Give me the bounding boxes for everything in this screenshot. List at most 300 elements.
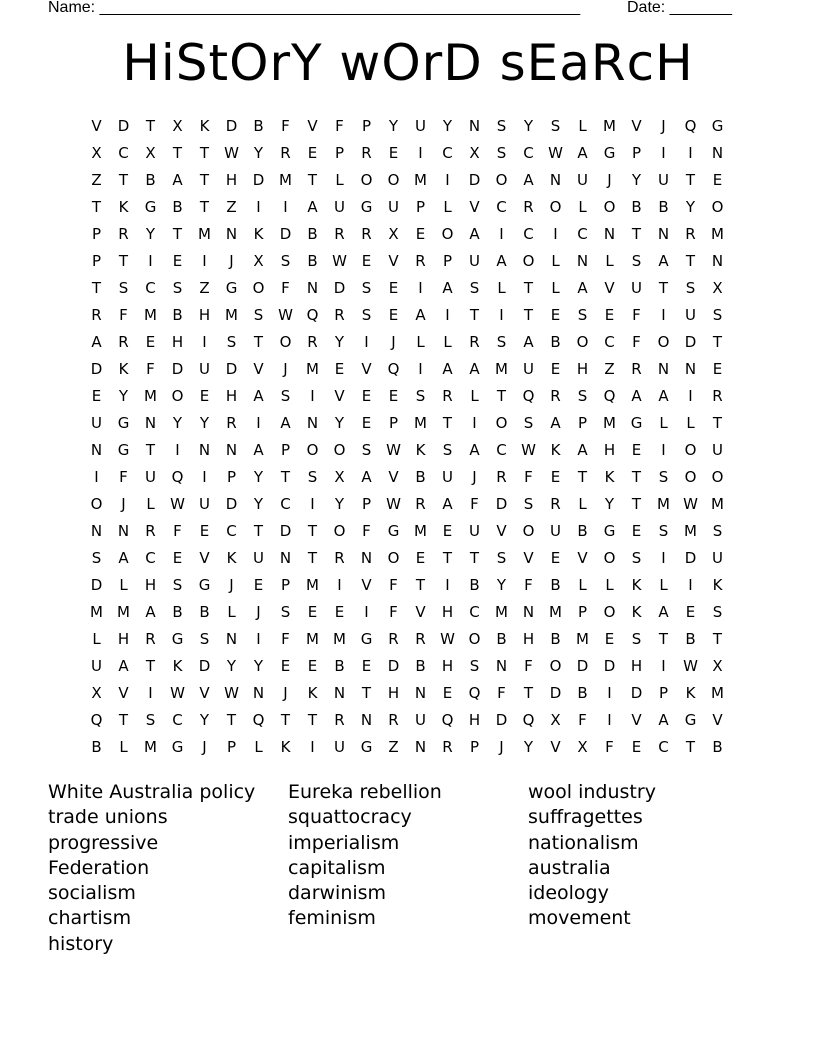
grid-letter: X [712, 279, 723, 297]
grid-letter: X [172, 117, 183, 135]
grid-letter: B [415, 657, 426, 675]
grid-letter: Y [118, 387, 129, 405]
grid-letter: E [550, 468, 561, 486]
grid-letter: S [496, 333, 507, 351]
grid-letter: E [388, 144, 399, 162]
grid-letter: N [306, 414, 319, 432]
grid-letter: T [685, 171, 696, 189]
grid-letter: M [144, 306, 157, 324]
grid-letter: P [361, 495, 372, 513]
grid-letter: T [685, 738, 696, 756]
grid-letter: P [388, 414, 399, 432]
grid-letter: O [603, 549, 616, 567]
grid-letter: N [414, 684, 427, 702]
word-list-item: squattocracy [288, 806, 412, 829]
grid-letter: L [578, 198, 587, 216]
word-list-item: movement [528, 907, 631, 930]
grid-letter: L [605, 252, 614, 270]
grid-letter: X [469, 144, 480, 162]
grid-letter: J [661, 117, 666, 135]
grid-letter: T [361, 684, 372, 702]
grid-letter: C [469, 603, 480, 621]
name-field-label: Name: ______________________________________________________ [48, 0, 581, 16]
grid-letter: M [576, 630, 589, 648]
grid-letter: S [91, 549, 102, 567]
grid-letter: B [334, 657, 345, 675]
grid-letter: R [361, 225, 372, 243]
grid-letter: S [442, 441, 453, 459]
grid-letter: I [283, 198, 288, 216]
grid-letter: R [334, 306, 345, 324]
grid-letter: K [685, 684, 696, 702]
grid-letter: I [418, 144, 423, 162]
grid-letter: I [445, 171, 450, 189]
grid-letter: Q [468, 684, 481, 702]
grid-letter: L [92, 630, 101, 648]
grid-letter: V [118, 684, 129, 702]
grid-letter: R [145, 630, 156, 648]
grid-letter: M [306, 576, 319, 594]
grid-letter: G [198, 576, 211, 594]
grid-letter: N [711, 144, 724, 162]
grid-letter: A [658, 252, 669, 270]
grid-letter: Y [523, 117, 534, 135]
grid-letter: N [252, 684, 265, 702]
grid-letter: Q [306, 306, 319, 324]
grid-letter: E [631, 441, 642, 459]
grid-letter: O [333, 522, 346, 540]
grid-letter: Y [334, 495, 345, 513]
grid-letter: C [577, 225, 588, 243]
grid-letter: T [145, 657, 156, 675]
grid-letter: I [148, 684, 153, 702]
grid-letter: O [549, 657, 562, 675]
grid-letter: S [631, 549, 642, 567]
grid-letter: I [661, 657, 666, 675]
grid-letter: G [630, 414, 643, 432]
grid-letter: L [497, 279, 506, 297]
grid-letter: F [173, 522, 182, 540]
word-list-item: Eureka rebellion [288, 781, 442, 803]
grid-letter: D [495, 711, 508, 729]
grid-letter: B [145, 171, 156, 189]
grid-letter: O [360, 171, 373, 189]
grid-letter: B [685, 630, 696, 648]
grid-letter: T [523, 306, 534, 324]
grid-letter: K [604, 468, 615, 486]
grid-letter: K [550, 441, 561, 459]
grid-letter: Q [90, 711, 103, 729]
grid-letter: B [199, 603, 210, 621]
grid-letter: G [225, 279, 238, 297]
grid-letter: R [91, 306, 102, 324]
grid-letter: R [496, 468, 507, 486]
grid-letter: Q [387, 360, 400, 378]
grid-letter: I [688, 576, 693, 594]
grid-letter: K [253, 225, 264, 243]
grid-letter: C [658, 738, 669, 756]
grid-letter: Q [171, 468, 184, 486]
grid-letter: O [711, 198, 724, 216]
grid-letter: V [631, 117, 642, 135]
grid-letter: X [577, 738, 588, 756]
grid-letter: T [712, 333, 723, 351]
grid-letter: E [334, 360, 345, 378]
grid-letter: B [469, 576, 480, 594]
grid-letter: T [118, 252, 129, 270]
grid-letter: A [469, 225, 480, 243]
grid-letter: N [90, 522, 103, 540]
grid-letter: M [306, 630, 319, 648]
grid-letter: N [576, 252, 589, 270]
grid-letter: Y [334, 333, 345, 351]
grid-letter: G [360, 630, 373, 648]
grid-letter: F [389, 603, 398, 621]
grid-letter: E [199, 522, 210, 540]
grid-letter: T [631, 225, 642, 243]
grid-letter: D [630, 684, 643, 702]
grid-letter: R [415, 252, 426, 270]
grid-letter: I [607, 711, 612, 729]
grid-letter: N [684, 360, 697, 378]
word-list-item: progressive [48, 831, 159, 854]
grid-letter: J [229, 576, 234, 594]
grid-letter: B [577, 684, 588, 702]
grid-letter: A [550, 414, 561, 432]
grid-letter: E [442, 684, 453, 702]
grid-letter: E [550, 360, 561, 378]
grid-letter: B [91, 738, 102, 756]
grid-letter: X [91, 684, 102, 702]
grid-letter: E [91, 387, 102, 405]
grid-letter: A [253, 387, 264, 405]
grid-letter: T [631, 495, 642, 513]
grid-letter: C [118, 144, 129, 162]
grid-letter: F [605, 738, 614, 756]
grid-letter: R [523, 198, 534, 216]
grid-letter: I [256, 414, 261, 432]
grid-letter: T [199, 144, 210, 162]
grid-letter: E [712, 360, 723, 378]
grid-letter: D [603, 657, 616, 675]
grid-letter: E [199, 387, 210, 405]
grid-letter: P [577, 414, 588, 432]
grid-letter: S [550, 117, 561, 135]
grid-letter: M [495, 603, 508, 621]
grid-letter: T [658, 279, 669, 297]
grid-letter: O [468, 630, 481, 648]
grid-letter: H [225, 387, 238, 405]
grid-letter: L [443, 333, 452, 351]
grid-letter: Y [172, 414, 183, 432]
grid-letter: U [523, 360, 534, 378]
grid-letter: F [335, 117, 344, 135]
grid-letter: O [522, 252, 535, 270]
grid-letter: S [631, 252, 642, 270]
grid-letter: Y [442, 117, 453, 135]
grid-letter: H [468, 711, 481, 729]
grid-letter: I [499, 306, 504, 324]
grid-letter: M [414, 414, 427, 432]
grid-letter: S [172, 279, 183, 297]
grid-letter: R [442, 738, 453, 756]
grid-letter: T [307, 711, 318, 729]
grid-letter: S [469, 657, 480, 675]
grid-letter: C [523, 225, 534, 243]
grid-letter: E [388, 306, 399, 324]
grid-letter: K [280, 738, 291, 756]
grid-letter: T [415, 576, 426, 594]
grid-letter: L [470, 387, 479, 405]
grid-letter: G [117, 441, 130, 459]
grid-letter: H [387, 684, 400, 702]
grid-letter: V [415, 603, 426, 621]
grid-letter: S [658, 522, 669, 540]
grid-letter: F [524, 657, 533, 675]
grid-letter: L [551, 279, 560, 297]
grid-letter: O [684, 441, 697, 459]
grid-letter: I [202, 252, 207, 270]
grid-letter: O [252, 279, 265, 297]
grid-letter: O [711, 468, 724, 486]
grid-letter: E [361, 414, 372, 432]
grid-letter: O [576, 333, 589, 351]
grid-letter: S [523, 414, 534, 432]
grid-letter: Q [522, 711, 535, 729]
grid-letter: U [469, 252, 480, 270]
grid-letter: S [631, 630, 642, 648]
grid-letter: Y [604, 495, 615, 513]
grid-letter: K [415, 441, 426, 459]
grid-letter: N [495, 657, 508, 675]
grid-letter: F [119, 468, 128, 486]
grid-letter: P [226, 468, 237, 486]
grid-letter: Y [253, 144, 264, 162]
grid-letter: S [712, 522, 723, 540]
grid-letter: A [118, 549, 129, 567]
grid-letter: B [712, 738, 723, 756]
grid-letter: C [604, 333, 615, 351]
grid-letter: R [334, 225, 345, 243]
grid-letter: D [90, 576, 103, 594]
grid-letter: Y [253, 495, 264, 513]
grid-letter: P [280, 441, 291, 459]
grid-letter: Z [226, 198, 237, 216]
grid-letter: P [361, 117, 372, 135]
grid-letter: Y [253, 657, 264, 675]
grid-letter: T [442, 414, 453, 432]
grid-letter: E [631, 522, 642, 540]
grid-letter: T [145, 441, 156, 459]
grid-letter: O [387, 171, 400, 189]
grid-letter: R [118, 225, 129, 243]
grid-letter: E [442, 522, 453, 540]
grid-letter: T [172, 144, 183, 162]
grid-letter: J [121, 495, 126, 513]
word-list-item: White Australia policy [48, 781, 256, 803]
word-list-item: australia [528, 856, 611, 879]
grid-letter: E [388, 387, 399, 405]
grid-letter: U [415, 711, 426, 729]
grid-letter: V [388, 252, 399, 270]
grid-letter: P [91, 252, 102, 270]
grid-letter: M [279, 171, 292, 189]
grid-letter: S [496, 117, 507, 135]
grid-letter: F [146, 360, 155, 378]
grid-letter: I [688, 387, 693, 405]
grid-letter: V [631, 711, 642, 729]
grid-letter: H [522, 630, 535, 648]
word-list-item: darwinism [288, 882, 387, 905]
grid-letter: T [118, 711, 129, 729]
grid-letter: I [661, 441, 666, 459]
grid-letter: E [253, 576, 264, 594]
grid-letter: M [225, 306, 238, 324]
grid-letter: B [658, 198, 669, 216]
grid-letter: W [170, 684, 185, 702]
grid-letter: Q [441, 711, 454, 729]
grid-letter: M [603, 117, 616, 135]
grid-letter: T [307, 522, 318, 540]
grid-letter: J [607, 171, 612, 189]
grid-letter: M [144, 387, 157, 405]
grid-letter: A [442, 495, 453, 513]
grid-letter: M [657, 495, 670, 513]
grid-letter: L [443, 198, 452, 216]
grid-letter: J [256, 603, 261, 621]
grid-letter: T [307, 171, 318, 189]
grid-letter: U [253, 549, 264, 567]
grid-letter: T [685, 252, 696, 270]
grid-letter: P [631, 144, 642, 162]
grid-letter: S [199, 630, 210, 648]
grid-letter: F [362, 522, 371, 540]
grid-letter: M [603, 414, 616, 432]
grid-letter: M [117, 603, 130, 621]
grid-letter: A [577, 279, 588, 297]
grid-letter: X [550, 711, 561, 729]
grid-letter: S [658, 468, 669, 486]
grid-letter: M [333, 630, 346, 648]
grid-letter: P [334, 144, 345, 162]
grid-letter: S [577, 387, 588, 405]
grid-letter: F [524, 468, 533, 486]
grid-letter: E [172, 549, 183, 567]
grid-letter: T [712, 630, 723, 648]
grid-letter: G [144, 198, 157, 216]
grid-letter: I [472, 414, 477, 432]
grid-letter: V [523, 549, 534, 567]
grid-letter: L [578, 576, 587, 594]
grid-letter: C [226, 522, 237, 540]
grid-letter: X [91, 144, 102, 162]
grid-letter: S [685, 279, 696, 297]
grid-letter: X [388, 225, 399, 243]
grid-letter: B [172, 603, 183, 621]
grid-letter: P [226, 738, 237, 756]
grid-letter: J [202, 738, 207, 756]
grid-letter: E [685, 603, 696, 621]
grid-letter: W [521, 441, 536, 459]
grid-letter: R [118, 333, 129, 351]
grid-letter: W [224, 684, 239, 702]
grid-letter: Y [199, 711, 210, 729]
grid-letter: E [280, 657, 291, 675]
grid-letter: T [658, 630, 669, 648]
grid-letter: S [496, 144, 507, 162]
grid-letter: N [198, 441, 211, 459]
grid-letter: S [172, 576, 183, 594]
grid-letter: T [307, 549, 318, 567]
grid-letter: U [199, 360, 210, 378]
grid-letter: I [661, 144, 666, 162]
grid-letter: U [442, 468, 453, 486]
grid-letter: N [468, 117, 481, 135]
grid-letter: L [605, 576, 614, 594]
grid-letter: V [550, 738, 561, 756]
grid-letter: B [172, 306, 183, 324]
grid-letter: S [415, 387, 426, 405]
grid-letter: D [684, 333, 697, 351]
grid-letter: W [224, 144, 239, 162]
grid-letter: V [361, 576, 372, 594]
grid-letter: F [524, 576, 533, 594]
grid-letter: U [334, 198, 345, 216]
grid-letter: O [306, 441, 319, 459]
grid-letter: I [256, 630, 261, 648]
grid-letter: L [686, 414, 695, 432]
grid-letter: H [441, 603, 454, 621]
grid-letter: G [360, 738, 373, 756]
grid-letter: D [576, 657, 589, 675]
grid-letter: W [278, 306, 293, 324]
grid-letter: M [90, 603, 103, 621]
grid-letter: T [199, 198, 210, 216]
grid-letter: E [145, 333, 156, 351]
grid-letter: T [253, 333, 264, 351]
grid-letter: I [256, 198, 261, 216]
grid-letter: Q [252, 711, 265, 729]
grid-letter: I [499, 225, 504, 243]
grid-letter: A [469, 441, 480, 459]
grid-letter: A [523, 333, 534, 351]
grid-letter: K [712, 576, 723, 594]
grid-letter: I [148, 252, 153, 270]
grid-letter: Y [496, 576, 507, 594]
grid-letter: R [415, 630, 426, 648]
grid-letter: W [683, 657, 698, 675]
grid-letter: V [577, 549, 588, 567]
grid-letter: A [361, 468, 372, 486]
grid-letter: M [711, 684, 724, 702]
grid-letter: K [631, 576, 642, 594]
grid-letter: H [171, 333, 184, 351]
grid-letter: C [172, 711, 183, 729]
grid-letter: Z [199, 279, 210, 297]
grid-letter: I [661, 306, 666, 324]
grid-letter: I [445, 306, 450, 324]
word-list [48, 780, 768, 957]
grid-letter: E [307, 144, 318, 162]
grid-letter: F [632, 333, 641, 351]
grid-letter: W [440, 630, 455, 648]
grid-letter: I [364, 333, 369, 351]
word-list-item: ideology [528, 882, 609, 905]
grid-letter: H [630, 657, 643, 675]
grid-letter: E [550, 306, 561, 324]
grid-letter: N [225, 630, 238, 648]
grid-letter: U [658, 171, 669, 189]
